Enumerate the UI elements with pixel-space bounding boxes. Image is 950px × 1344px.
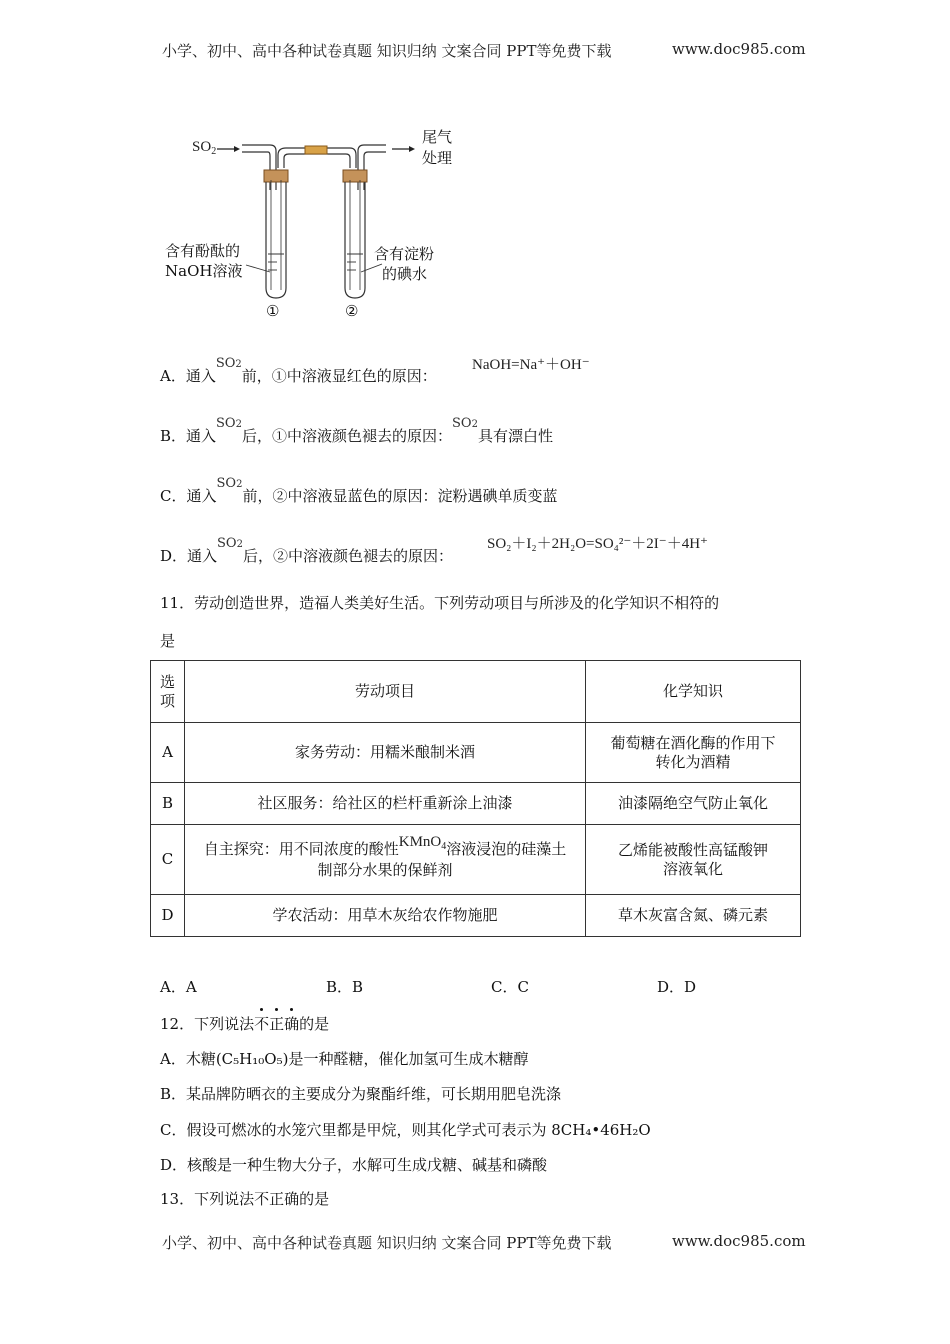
- exhaust-label-2: 处理: [422, 149, 453, 167]
- header-knowledge: 化学知识: [586, 661, 801, 723]
- q11-choice-c[interactable]: C．C: [491, 978, 529, 996]
- table-row: [151, 895, 801, 937]
- row-b-project: 社区服务：给社区的栏杆重新涂上油漆: [185, 783, 586, 825]
- page-footer-text: 小学、初中、高中各种试卷真题 知识归纳 文案合同 PPT等免费下载: [162, 1234, 612, 1252]
- q11-choice-a[interactable]: A．A: [160, 978, 197, 996]
- row-b-knowledge: 油漆隔绝空气防止氧化: [586, 783, 801, 825]
- table-header-row: [151, 661, 801, 723]
- left-solution-label-1: 含有酚酞的: [165, 242, 241, 260]
- q12-emphasis: 不正确: [254, 1015, 299, 1033]
- q12-option-c[interactable]: C．假设可燃冰的水笼穴里都是甲烷，则其化学式可表示为 8CH₄•46H₂O: [160, 1121, 651, 1139]
- q10-option-d[interactable]: D．通入SO2后，②中溶液颜色褪去的原因：: [160, 536, 453, 565]
- table-row: [151, 825, 801, 895]
- row-c-project: 自主探究：用不同浓度的酸性KMnO$_4$溶液浸泡的硅藻土制部分水果的保鲜剂: [185, 825, 586, 895]
- row-d-knowledge: 草木灰富含氮、磷元素: [586, 895, 801, 937]
- q12-option-d[interactable]: D．核酸是一种生物大分子，水解可生成戊糖、碱基和磷酸: [160, 1156, 548, 1174]
- exhaust-label-1: 尾气: [422, 128, 453, 146]
- q11-table: [150, 660, 801, 937]
- q13-stem: 13．下列说法不正确的是: [160, 1190, 330, 1208]
- q12-stem: 12．下列说法不正确 的是: [160, 1013, 329, 1034]
- right-solution-label-1: 含有淀粉: [374, 245, 435, 263]
- q10-option-a[interactable]: A．通入SO2前，①中溶液显红色的原因：: [160, 356, 437, 385]
- page-header-text: 小学、初中、高中各种试卷真题 知识归纳 文案合同 PPT等免费下载: [162, 42, 612, 60]
- table-row: [151, 723, 801, 783]
- q12-option-b[interactable]: B．某品牌防晒衣的主要成分为聚酯纤维，可长期用肥皂洗涤: [160, 1085, 562, 1103]
- header-project: 劳动项目: [185, 661, 586, 723]
- header-option: 选项: [151, 661, 185, 723]
- tube-1-label: ①: [266, 302, 280, 320]
- q11-stem-line1: 11．劳动创造世界，造福人类美好生活。下列劳动项目与所涉及的化学知识不相符的: [160, 594, 720, 612]
- right-solution-label-2: 的碘水: [382, 265, 428, 283]
- row-b-option: B: [151, 783, 185, 825]
- row-a-knowledge: 葡萄糖在酒化酶的作用下转化为酒精: [586, 723, 801, 783]
- q11-choice-d[interactable]: D．D: [657, 978, 697, 996]
- page-footer-url[interactable]: www.doc985.com: [672, 1232, 806, 1250]
- q12-option-a[interactable]: A．木糖(C₅H₁₀O₅)是一种醛糖，催化加氢可生成木糖醇: [160, 1050, 529, 1068]
- row-c-knowledge: 乙烯能被酸性高锰酸钾溶液氧化: [586, 825, 801, 895]
- q10-option-b[interactable]: B．通入SO2后，①中溶液颜色褪去的原因：SO2具有漂白性: [160, 416, 553, 445]
- left-solution-label-2: NaOH溶液: [165, 262, 243, 280]
- row-d-project: 学农活动：用草木灰给农作物施肥: [185, 895, 586, 937]
- gas-in-label: $SO_2$: [192, 139, 217, 157]
- row-a-option: A: [151, 723, 185, 783]
- row-a-project: 家务劳动：用糯米酿制米酒: [185, 723, 586, 783]
- q10-option-c[interactable]: C．通入SO2前，②中溶液显蓝色的原因：淀粉遇碘单质变蓝: [160, 476, 558, 505]
- row-d-option: D: [151, 895, 185, 937]
- q10-option-d-formula: SO₂＋I₂＋2H₂O=SO₄²⁻＋2I⁻＋4H⁺: [487, 536, 708, 552]
- table-row: [151, 783, 801, 825]
- q11-choice-b[interactable]: B．B: [326, 978, 364, 996]
- q10-option-a-formula: NaOH=Na⁺＋OH⁻: [472, 357, 590, 373]
- page-header-url[interactable]: www.doc985.com: [672, 40, 806, 58]
- q11-stem-line2: 是: [160, 632, 176, 650]
- row-c-option: C: [151, 825, 185, 895]
- tube-2-label: ②: [345, 302, 359, 320]
